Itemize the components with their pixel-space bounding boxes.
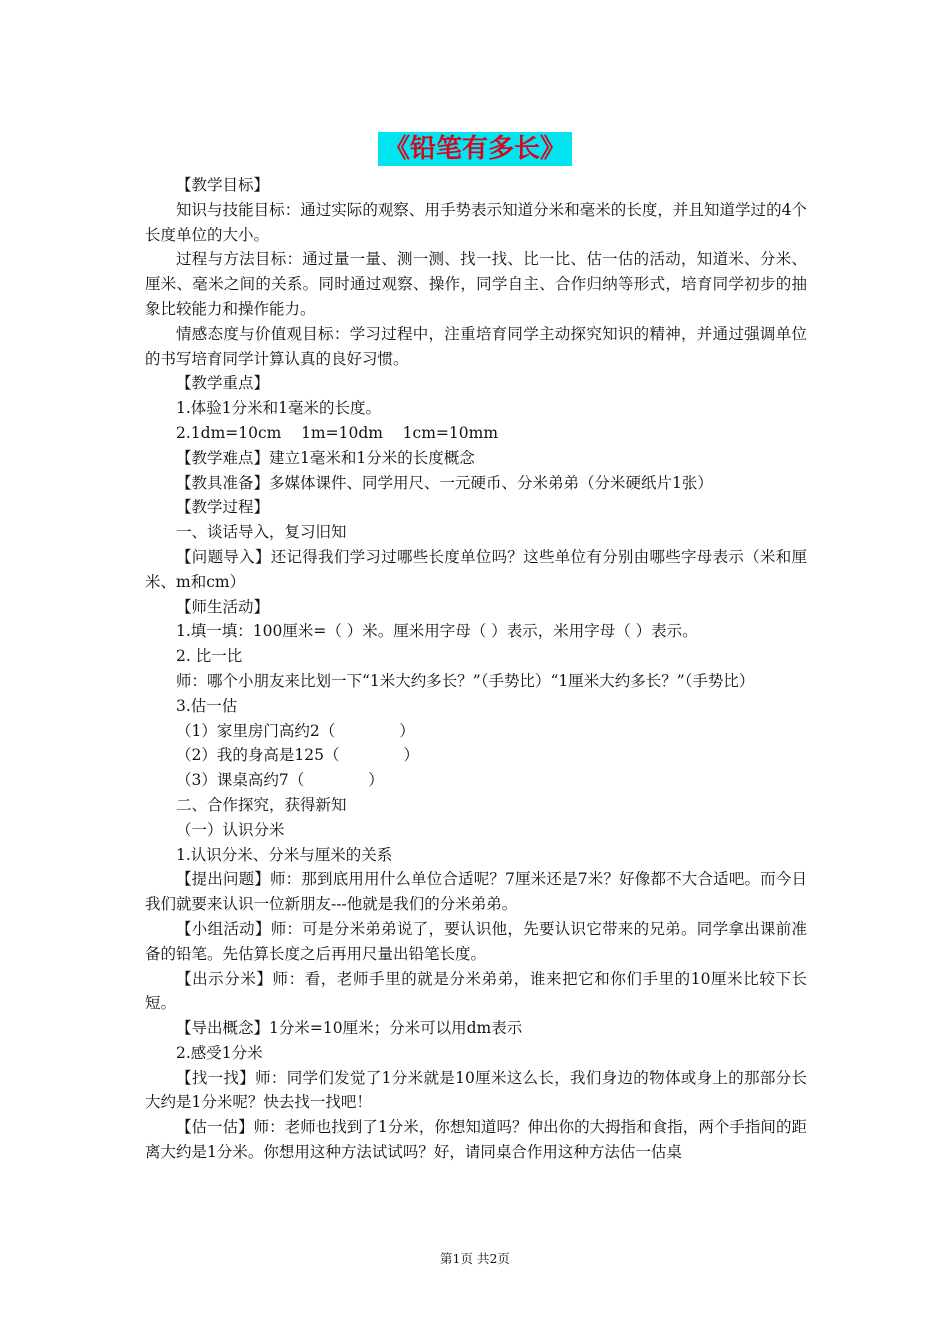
paragraph: 二、合作探究，获得新知: [176, 795, 347, 814]
paragraph: 过程与方法目标：通过量一量、测一测、找一找、比一比、估一估的活动，知道米、分米、厘米、毫米之间的关系。同时通过观察、操作，同学自主、合作归纳等形式，培育同学初步的抽象比较能力和操作能力。: [145, 250, 807, 318]
paragraph: 情感态度与价值观目标：学习过程中，注重培育同学主动探究知识的精神，并通过强调单位的书写培育同学计算认真的良好习惯。: [145, 324, 807, 368]
paragraph: 【教具准备】多媒体课件、同学用尺、一元硬币、分米弟弟（分米硬纸片1张）: [176, 473, 713, 492]
paragraph: （一）认识分米: [176, 820, 285, 839]
paragraph: 【教学难点】建立1毫米和1分米的长度概念: [176, 448, 475, 467]
paragraph: 【问题导入】还记得我们学习过哪些长度单位吗？这些单位有分别由哪些字母表示（米和厘米、m和cm）: [145, 547, 807, 591]
paragraph: 1.体验1分米和1毫米的长度。: [176, 399, 382, 418]
paragraph: 1.认识分米、分米与厘米的关系: [176, 845, 393, 864]
title-wrap: [0, 132, 950, 166]
paragraph: 2.1dm=10cm 1m=10dm 1cm=10mm: [176, 423, 499, 442]
section-heading: 【教学目标】: [176, 176, 270, 194]
paragraph: 2.感受1分米: [176, 1043, 263, 1062]
paragraph: （1）家里房门高约2（ ）: [176, 721, 415, 740]
paragraph: 2. 比一比: [176, 647, 243, 666]
paragraph: 【出示分米】师：看，老师手里的就是分米弟弟，谁来把它和你们手里的10厘米比较下长短。: [145, 969, 807, 1013]
paragraph: 【导出概念】1分米=10厘米；分米可以用dm表示: [176, 1019, 523, 1038]
section-heading: 【教学重点】: [176, 374, 270, 393]
paragraph: （2）我的身高是125（ ）: [176, 746, 419, 765]
document-body: [145, 173, 807, 1165]
paragraph: （3）课桌高约7（ ）: [176, 771, 384, 790]
paragraph: 1.填一填：100厘米=（ ）米。厘米用字母（ ）表示，米用字母（ ）表示。: [176, 622, 698, 641]
paragraph: 一、谈话导入，复习旧知: [176, 523, 347, 542]
section-heading: 【师生活动】: [176, 597, 270, 616]
document-title: 《铅笔有多长》: [378, 132, 572, 166]
paragraph: 师：哪个小朋友来比划一下“1米大约多长？”（手势比）“1厘米大约多长？”（手势比）: [176, 671, 755, 690]
paragraph: 【提出问题】师：那到底用用什么单位合适呢？7厘米还是7米？好像都不大合适吧。而今日我们就要来认识一位新朋友---他就是我们的分米弟弟。: [145, 870, 807, 914]
paragraph: 知识与技能目标：通过实际的观察、用手势表示知道分米和毫米的长度，并且知道学过的4个长度单位的大小。: [145, 200, 807, 244]
page-footer: 第1页 共2页: [440, 1251, 510, 1266]
paragraph: 【小组活动】师：可是分米弟弟说了，要认识他，先要认识它带来的兄弟。同学拿出课前准备的铅笔。先估算长度之后再用尺量出铅笔长度。: [145, 919, 807, 963]
paragraph: 3.估一估: [176, 696, 238, 715]
section-heading: 【教学过程】: [176, 498, 270, 517]
paragraph: 【估一估】师：老师也找到了1分米，你想知道吗？伸出你的大拇指和食指，两个手指间的距离大约是1分米。你想用这种方法试试吗？好，请同桌合作用这种方法估一估桌: [145, 1118, 807, 1162]
paragraph: 【找一找】师：同学们发觉了1分米就是10厘米这么长，我们身边的物体或身上的那部分长大约是1分米呢？快去找一找吧！: [145, 1068, 807, 1112]
